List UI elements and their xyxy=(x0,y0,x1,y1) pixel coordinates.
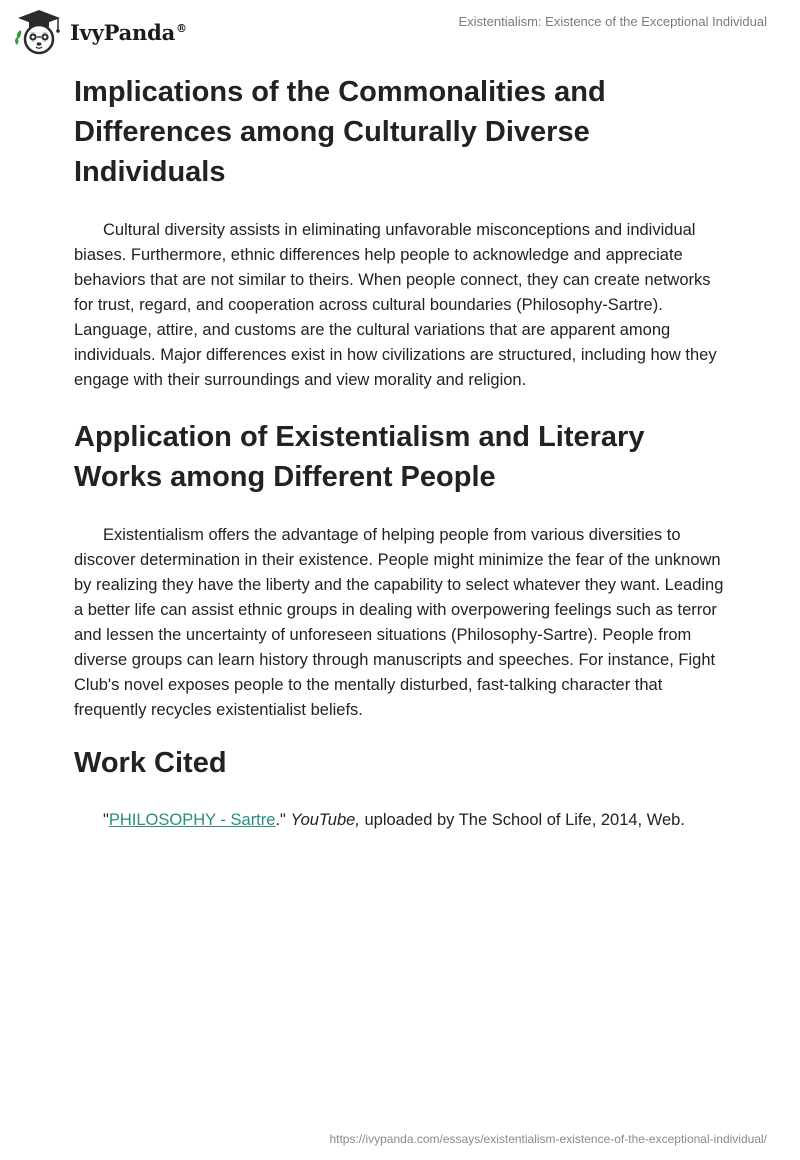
section-paragraph-commonalities: Cultural diversity assists in eliminating unfavorable misconceptions and individual biases. Furthermore, ethnic differences help people to acknowledge and appreciate behaviors that are not similar to theirs. When people connect, they can create networks for trust, regard, and cooperation across cultural boundaries (Philosophy-Sartre). Language, attire, and customs are the cultural variations that are apparent among individuals. Major differences exist in how civilizations are structured, including how they engage with their surroundings and view morality and religion. xyxy=(74,221,717,389)
section-heading-application: Application of Existentialism and Literary Works among Different People xyxy=(74,421,645,493)
page-header xyxy=(0,0,800,64)
citation-details: uploaded by The School of Life, 2014, Web. xyxy=(359,811,685,829)
brand-name xyxy=(70,20,187,45)
work-cited-heading: Work Cited xyxy=(74,747,227,779)
panda-graduate-icon xyxy=(14,8,64,56)
footer-url: https://ivypanda.com/essays/existentialism-existence-of-the-exceptional-individual/ xyxy=(329,1132,767,1146)
citation-open-quote: " xyxy=(103,811,109,829)
citation-after-link: ." xyxy=(275,811,291,829)
section-paragraph-application: Existentialism offers the advantage of helping people from various diversities to discover determination in their existence. People might minimize the fear of the unknown by realizing they have the liberty and the capability to select whatever they want. Leading a better life can assist ethnic groups in dealing with overpowering feelings such as terror and lessen the uncertainty of unforeseen situations (Philosophy-Sartre). People from diverse groups can learn history through manuscripts and speeches. For instance, Fight Club's novel exposes people to the mentally disturbed, fast-talking character that frequently recycles existentialist beliefs. xyxy=(74,526,724,719)
essay-content xyxy=(74,72,726,833)
brand-name-text: IvyPanda xyxy=(70,19,176,45)
document-title: Existentialism: Existence of the Exceptional Individual xyxy=(458,14,767,29)
registered-mark: ® xyxy=(176,21,187,35)
citation-entry xyxy=(74,808,726,833)
citation-source: YouTube, xyxy=(290,811,360,829)
section-heading-commonalities: Implications of the Commonalities and Differences among Culturally Diverse Individuals xyxy=(74,76,606,188)
citation-link[interactable]: PHILOSOPHY - Sartre xyxy=(108,811,276,829)
ivypanda-logo[interactable] xyxy=(14,8,187,56)
